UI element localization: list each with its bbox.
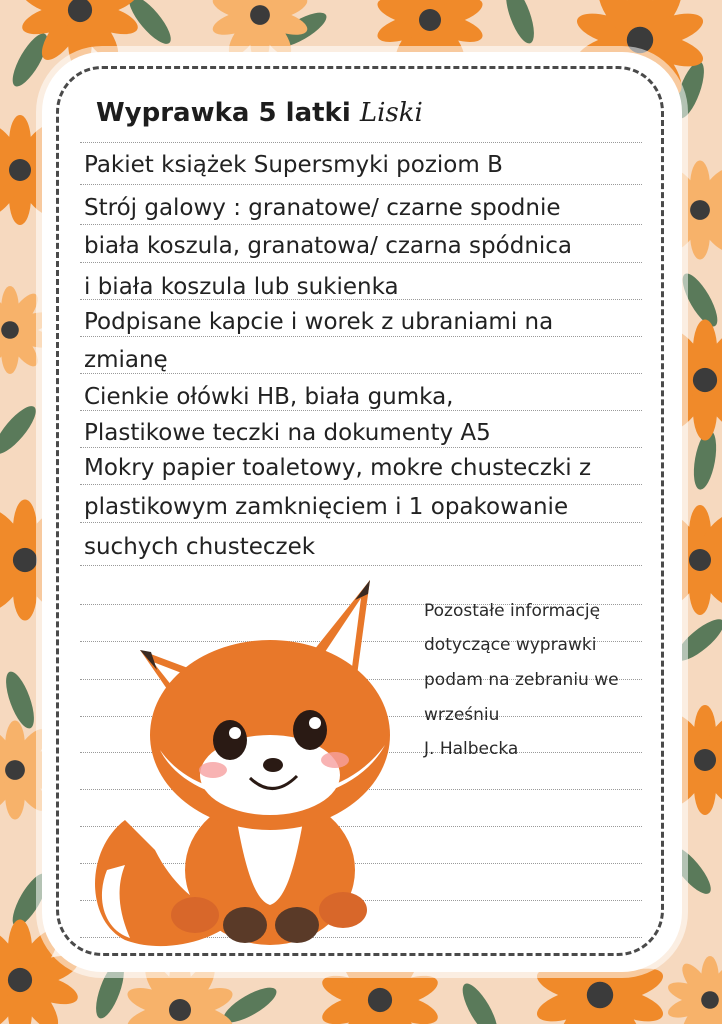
ruled-line	[80, 565, 642, 566]
note-line: podam na zebraniu we	[424, 670, 619, 690]
list-item: plastikowym zamknięciem i 1 opakowanie	[84, 494, 569, 520]
title-main: Wyprawka 5 latki	[96, 98, 351, 128]
flower-shape	[665, 956, 722, 1024]
leaf-shape	[676, 269, 722, 331]
note-line: dotyczące wyprawki	[424, 635, 597, 655]
list-item: Podpisane kapcie i worek z ubraniami na	[84, 309, 554, 335]
page-title	[96, 98, 423, 134]
list-item: Strój galowy : granatowe/ czarne spodnie	[84, 195, 561, 221]
note-line: wrześniu	[424, 705, 500, 725]
title-italic: Liski	[359, 98, 423, 128]
list-item: Plastikowe teczki na dokumenty A5	[84, 420, 491, 446]
ruled-line	[80, 484, 642, 485]
leaf-shape	[0, 668, 39, 731]
list-item: suchych chusteczek	[84, 534, 316, 560]
ruled-line	[80, 142, 642, 143]
ruled-line	[80, 522, 642, 523]
ruled-line	[80, 262, 642, 263]
ruled-line	[80, 184, 642, 185]
list-item: Cienkie ołówki HB, biała gumka,	[84, 384, 454, 410]
note-line: Pozostałe informację	[424, 601, 601, 621]
leaf-shape	[0, 401, 42, 460]
list-item: Mokry papier toaletowy, mokre chusteczki z	[84, 455, 592, 481]
list-item: biała koszula, granatowa/ czarna spódnica	[84, 233, 573, 259]
signature-name: J. Halbecka	[424, 739, 519, 759]
list-item: i biała koszula lub sukienka	[84, 274, 399, 300]
ruled-line	[80, 224, 642, 225]
fox-illustration	[85, 570, 425, 960]
list-item: Pakiet książek Supersmyki poziom B	[84, 152, 503, 178]
list-item: zmianę	[84, 347, 168, 373]
